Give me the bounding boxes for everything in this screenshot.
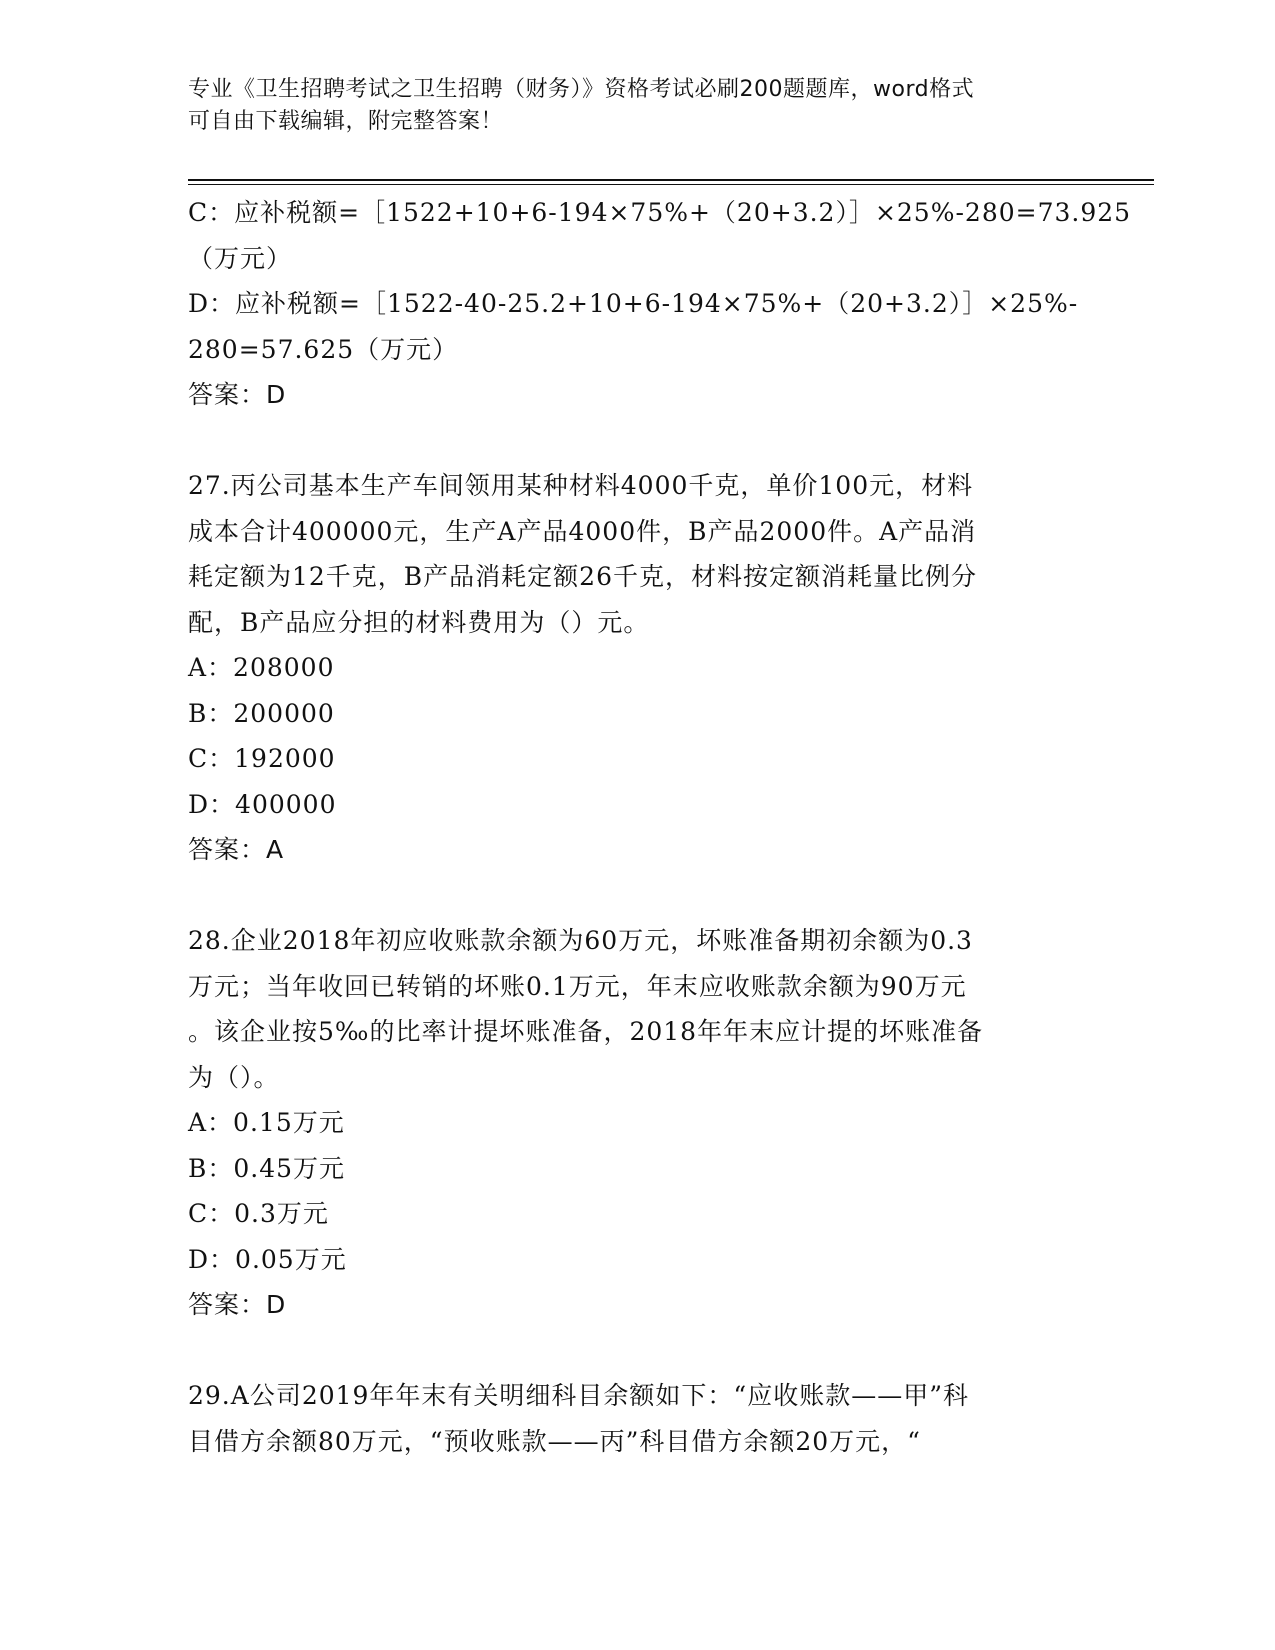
spacer bbox=[188, 1328, 1088, 1374]
question-28-option-a: A：0.15万元 bbox=[188, 1108, 345, 1137]
option-d-line-2: 280=57.625（万元） bbox=[188, 334, 459, 364]
question-29 bbox=[188, 1373, 1088, 1464]
answer-26: 答案：D bbox=[188, 380, 287, 409]
question-27-stem-line-2: 成本合计400000元，生产A产品4000件，B产品2000件。A产品消 bbox=[188, 516, 977, 546]
question-27-option-a: A：208000 bbox=[188, 653, 335, 682]
question-28-option-d: D：0.05万元 bbox=[188, 1244, 347, 1274]
header-divider-thin bbox=[188, 184, 1154, 185]
question-28-stem-line-4: 为（）。 bbox=[188, 1062, 280, 1092]
question-27-option-b: B：200000 bbox=[188, 698, 335, 728]
question-27-option-c: C：192000 bbox=[188, 744, 336, 773]
question-27-stem-line-3: 耗定额为12千克，B产品消耗定额26千克，材料按定额消耗量比例分 bbox=[188, 562, 977, 591]
question-27-stem-line-4: 配，B产品应分担的材料费用为（）元。 bbox=[188, 607, 650, 637]
question-29-stem-line-1: 29.A公司2019年年末有关明细科目余额如下：“应收账款——甲”科 bbox=[188, 1381, 969, 1410]
question-28-option-c: C：0.3万元 bbox=[188, 1199, 329, 1228]
answer-27: 答案：A bbox=[188, 835, 285, 864]
question-28-stem-line-3: 。该企业按5‰的比率计提坏账准备，2018年年末应计提的坏账准备 bbox=[188, 1017, 984, 1046]
question-list bbox=[188, 190, 1132, 1464]
question-28-option-b: B：0.45万元 bbox=[188, 1153, 346, 1183]
spacer bbox=[188, 873, 1088, 919]
question-27-option-d: D：400000 bbox=[188, 789, 337, 819]
question-28-stem-line-2: 万元；当年收回已转销的坏账0.1万元，年末应收账款余额为90万元 bbox=[188, 971, 967, 1001]
option-c-line-2: （万元） bbox=[188, 243, 293, 273]
answer-28: 答案：D bbox=[188, 1290, 287, 1319]
question-26-tail bbox=[188, 190, 1132, 418]
header-title-line-2: 可自由下载编辑，附完整答案！ bbox=[188, 109, 504, 134]
option-c-line-1: C：应补税额=［1522+10+6-194×75%+（20+3.2）］×25%-280=73.925 bbox=[188, 198, 1132, 227]
document-header bbox=[188, 74, 1068, 138]
header-title-line-1: 专业《卫生招聘考试之卫生招聘（财务）》资格考试必刷200题题库，word格式 bbox=[188, 77, 975, 102]
question-28-stem-line-1: 28.企业2018年初应收账款余额为60万元，坏账准备期初余额为0.3 bbox=[188, 926, 973, 955]
question-29-stem-line-2: 目借方余额80万元，“预收账款——丙”科目借方余额20万元，“ bbox=[188, 1426, 921, 1456]
spacer bbox=[188, 418, 1088, 464]
question-27 bbox=[188, 463, 1088, 873]
option-d-line-1: D：应补税额=［1522-40-25.2+10+6-194×75%+（20+3.2）］×25%- bbox=[188, 289, 1079, 318]
question-28 bbox=[188, 918, 1088, 1328]
header-divider-thick bbox=[188, 179, 1154, 181]
question-27-stem-line-1: 27.丙公司基本生产车间领用某种材料4000千克，单价100元，材料 bbox=[188, 471, 974, 500]
